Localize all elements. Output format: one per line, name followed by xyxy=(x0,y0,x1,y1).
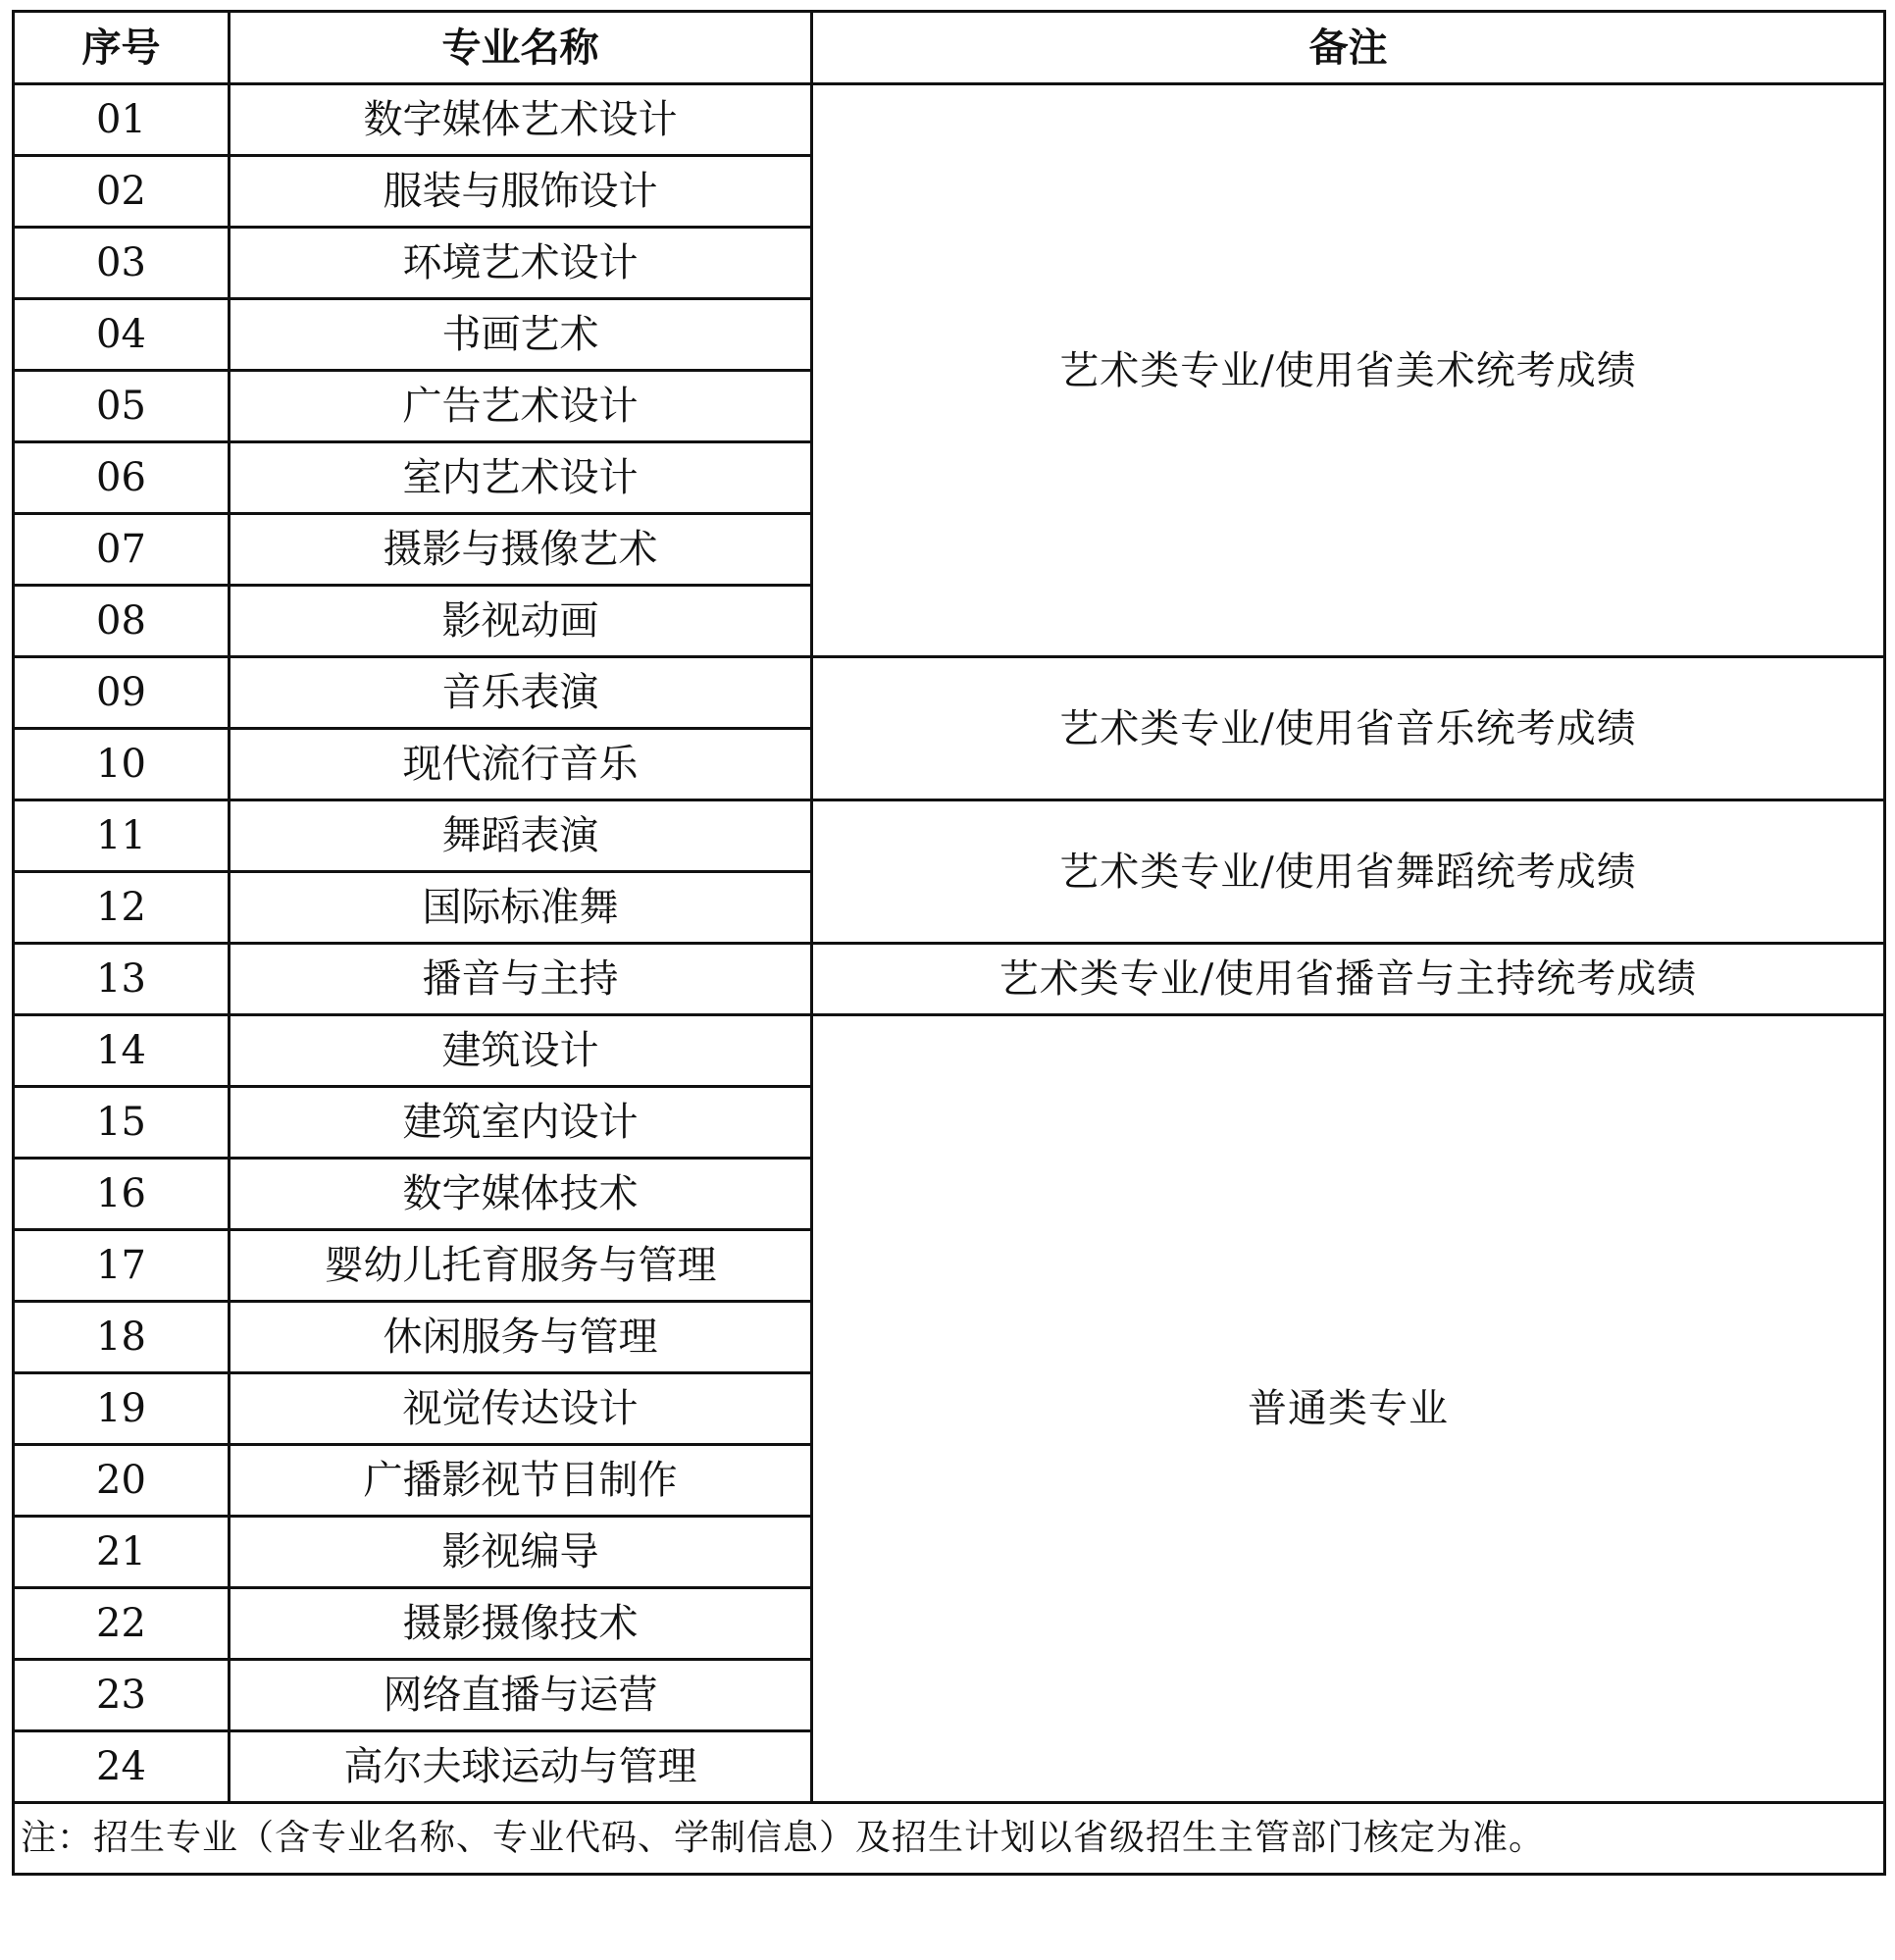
table-header-row xyxy=(14,12,1885,84)
row-major-name: 高尔夫球运动与管理 xyxy=(230,1731,812,1803)
row-major-name: 网络直播与运营 xyxy=(230,1660,812,1731)
row-number: 13 xyxy=(14,944,230,1015)
table-row xyxy=(14,800,1885,872)
remark-cell: 艺术类专业/使用省播音与主持统考成绩 xyxy=(812,944,1885,1015)
remark-cell: 艺术类专业/使用省美术统考成绩 xyxy=(812,84,1885,657)
row-number: 06 xyxy=(14,442,230,514)
row-number: 14 xyxy=(14,1015,230,1087)
row-major-name: 播音与主持 xyxy=(230,944,812,1015)
row-major-name: 影视编导 xyxy=(230,1517,812,1588)
row-major-name: 影视动画 xyxy=(230,586,812,657)
table-row xyxy=(14,1015,1885,1087)
row-number: 15 xyxy=(14,1087,230,1159)
row-number: 02 xyxy=(14,156,230,228)
row-number: 24 xyxy=(14,1731,230,1803)
row-number: 01 xyxy=(14,84,230,156)
row-major-name: 视觉传达设计 xyxy=(230,1373,812,1445)
row-number: 07 xyxy=(14,514,230,586)
row-major-name: 建筑室内设计 xyxy=(230,1087,812,1159)
row-number: 22 xyxy=(14,1588,230,1660)
remark-cell: 艺术类专业/使用省音乐统考成绩 xyxy=(812,657,1885,800)
row-major-name: 环境艺术设计 xyxy=(230,228,812,299)
row-number: 17 xyxy=(14,1230,230,1302)
row-major-name: 摄影与摄像艺术 xyxy=(230,514,812,586)
row-number: 10 xyxy=(14,729,230,800)
table-row xyxy=(14,84,1885,156)
row-major-name: 音乐表演 xyxy=(230,657,812,729)
row-major-name: 舞蹈表演 xyxy=(230,800,812,872)
row-major-name: 摄影摄像技术 xyxy=(230,1588,812,1660)
row-major-name: 广播影视节目制作 xyxy=(230,1445,812,1517)
majors-table xyxy=(12,10,1886,1876)
row-major-name: 数字媒体技术 xyxy=(230,1159,812,1230)
table-row xyxy=(14,944,1885,1015)
table-row xyxy=(14,657,1885,729)
row-number: 11 xyxy=(14,800,230,872)
row-number: 09 xyxy=(14,657,230,729)
header-serial-number: 序号 xyxy=(14,12,230,84)
row-number: 08 xyxy=(14,586,230,657)
row-number: 16 xyxy=(14,1159,230,1230)
majors-table-container xyxy=(12,10,1883,1876)
row-number: 12 xyxy=(14,872,230,944)
row-major-name: 广告艺术设计 xyxy=(230,371,812,442)
row-major-name: 服装与服饰设计 xyxy=(230,156,812,228)
row-major-name: 书画艺术 xyxy=(230,299,812,371)
remark-cell: 艺术类专业/使用省舞蹈统考成绩 xyxy=(812,800,1885,944)
row-number: 21 xyxy=(14,1517,230,1588)
header-remarks: 备注 xyxy=(812,12,1885,84)
row-number: 19 xyxy=(14,1373,230,1445)
row-major-name: 现代流行音乐 xyxy=(230,729,812,800)
row-major-name: 数字媒体艺术设计 xyxy=(230,84,812,156)
row-number: 20 xyxy=(14,1445,230,1517)
row-major-name: 休闲服务与管理 xyxy=(230,1302,812,1373)
remark-cell: 普通类专业 xyxy=(812,1015,1885,1803)
row-number: 03 xyxy=(14,228,230,299)
row-major-name: 婴幼儿托育服务与管理 xyxy=(230,1230,812,1302)
row-number: 18 xyxy=(14,1302,230,1373)
row-major-name: 国际标准舞 xyxy=(230,872,812,944)
header-major-name: 专业名称 xyxy=(230,12,812,84)
row-major-name: 建筑设计 xyxy=(230,1015,812,1087)
table-footer-row xyxy=(14,1803,1885,1875)
row-number: 23 xyxy=(14,1660,230,1731)
footer-note: 注：招生专业（含专业名称、专业代码、学制信息）及招生计划以省级招生主管部门核定为准。 xyxy=(14,1803,1885,1875)
row-number: 04 xyxy=(14,299,230,371)
row-number: 05 xyxy=(14,371,230,442)
row-major-name: 室内艺术设计 xyxy=(230,442,812,514)
